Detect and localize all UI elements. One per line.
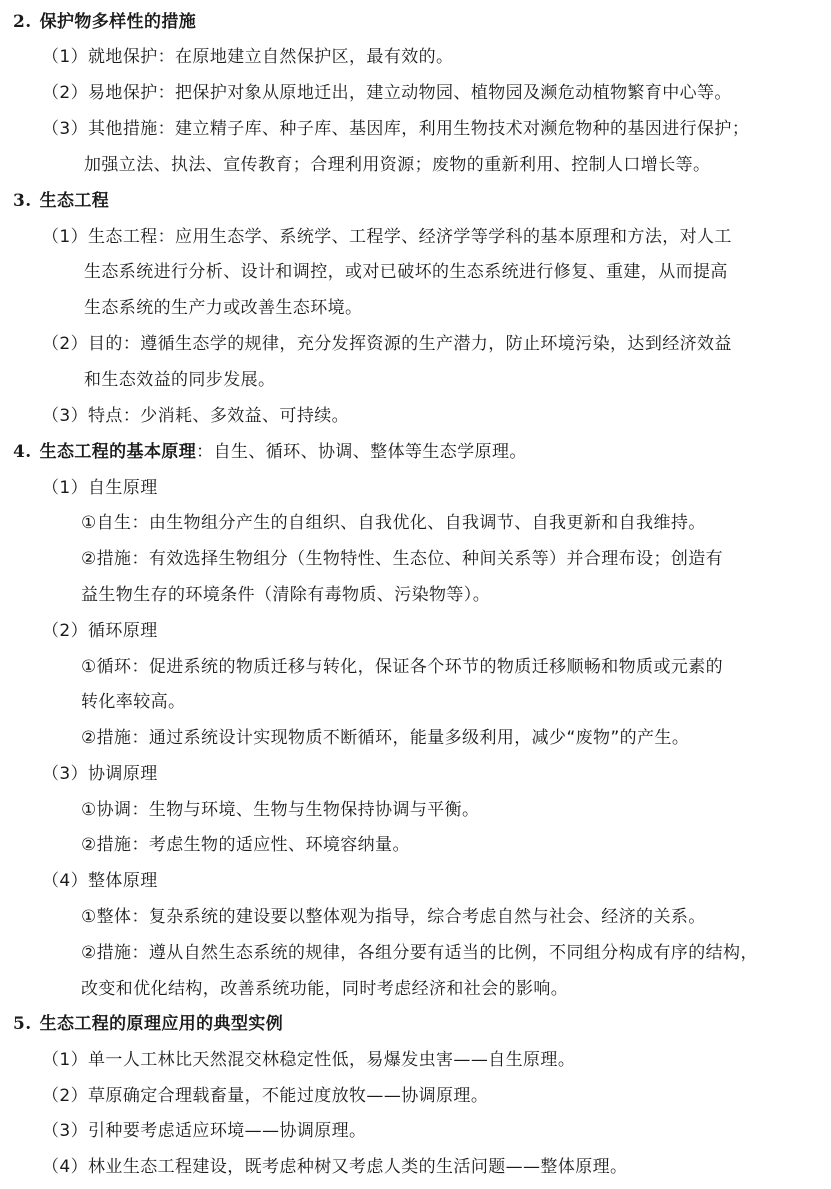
section-2-item-3: （3）其他措施：建立精子库、种子库、基因库，利用生物技术对濒危物种的基因进行保护； xyxy=(42,119,750,139)
principle-1-point-1: ①自生：由生物组分产生的自组织、自我优化、自我调节、自我更新和自我维持。 xyxy=(81,513,706,533)
principle-3-point-1: ①协调：生物与环境、生物与生物保持协调与平衡。 xyxy=(81,800,480,820)
principle-3-heading: （3）协调原理 xyxy=(42,764,158,784)
principle-2-heading: （2）循环原理 xyxy=(42,621,158,641)
principle-4-point-2: ②措施：遵从自然生态系统的规律，各组分要有适当的比例，不同组分构成有序的结构， xyxy=(81,943,758,963)
section-2-heading xyxy=(13,10,196,34)
section-5-title: 生态工程的原理应用的典型实例 xyxy=(39,1014,284,1034)
principle-1-point-2-cont: 益生物生存的环境条件（清除有毒物质、污染物等）。 xyxy=(81,585,491,605)
principle-1-point-2: ②措施：有效选择生物组分（生物特性、生态位、种间关系等）并合理布设；创造有 xyxy=(81,549,724,569)
section-3-title: 生态工程 xyxy=(39,191,110,211)
section-5-example-3: （3）引种要考虑适应环境——协调原理。 xyxy=(42,1121,367,1141)
section-3-number: 3. xyxy=(13,191,32,211)
section-2-item-3-cont: 加强立法、执法、宣传教育；合理利用资源；废物的重新利用、控制人口增长等。 xyxy=(84,155,711,175)
section-5-example-2: （2）草原确定合理载畜量，不能过度放牧——协调原理。 xyxy=(42,1086,489,1106)
principle-3-point-2: ②措施：考虑生物的适应性、环境容纳量。 xyxy=(81,835,410,855)
section-4-title: 生态工程的基本原理 xyxy=(39,442,197,462)
section-3-item-1-cont-2: 生态系统的生产力或改善生态环境。 xyxy=(84,298,363,318)
principle-4-point-2-cont: 改变和优化结构，改善系统功能，同时考虑经济和社会的影响。 xyxy=(81,979,569,999)
section-4-title-rest: ：自生、循环、协调、整体等生态学原理。 xyxy=(196,442,527,462)
principle-2-point-1: ①循环：促进系统的物质迁移与转化，保证各个环节的物质迁移顺畅和物质或元素的 xyxy=(81,657,724,677)
principle-4-heading: （4）整体原理 xyxy=(42,871,158,891)
section-4-heading xyxy=(13,440,527,464)
section-2-title: 保护物多样性的措施 xyxy=(39,12,197,32)
section-5-heading xyxy=(13,1012,283,1036)
section-3-item-1: （1）生态工程：应用生态学、系统学、工程学、经济学等学科的基本原理和方法，对人工 xyxy=(42,227,732,247)
principle-2-point-1-cont: 转化率较高。 xyxy=(81,692,186,712)
section-2-item-1: （1）就地保护：在原地建立自然保护区，最有效的。 xyxy=(42,47,454,67)
section-3-item-1-cont-1: 生态系统进行分析、设计和调控，或对已破坏的生态系统进行修复、重建，从而提高 xyxy=(84,262,728,282)
section-4-number: 4. xyxy=(13,442,32,462)
section-5-example-4: （4）林业生态工程建设，既考虑种树又考虑人类的生活问题——整体原理。 xyxy=(42,1157,628,1177)
section-3-item-2: （2）目的：遵循生态学的规律，充分发挥资源的生产潜力，防止环境污染，达到经济效益 xyxy=(42,334,732,354)
principle-4-point-1: ①整体：复杂系统的建设要以整体观为指导，综合考虑自然与社会、经济的关系。 xyxy=(81,907,706,927)
principle-1-heading: （1）自生原理 xyxy=(42,478,158,498)
section-3-heading xyxy=(13,189,109,213)
section-2-item-2: （2）易地保护：把保护对象从原地迁出，建立动物园、植物园及濒危动植物繁育中心等。 xyxy=(42,83,732,103)
section-5-example-1: （1）单一人工林比天然混交林稳定性低，易爆发虫害——自生原理。 xyxy=(42,1050,576,1070)
principle-2-point-2: ②措施：通过系统设计实现物质不断循环，能量多级利用，减少“废物”的产生。 xyxy=(81,728,690,748)
section-3-item-2-cont: 和生态效益的同步发展。 xyxy=(84,370,276,390)
section-2-number: 2. xyxy=(13,12,32,32)
section-3-item-3: （3）特点：少消耗、多效益、可持续。 xyxy=(42,406,350,426)
section-5-number: 5. xyxy=(13,1014,32,1034)
